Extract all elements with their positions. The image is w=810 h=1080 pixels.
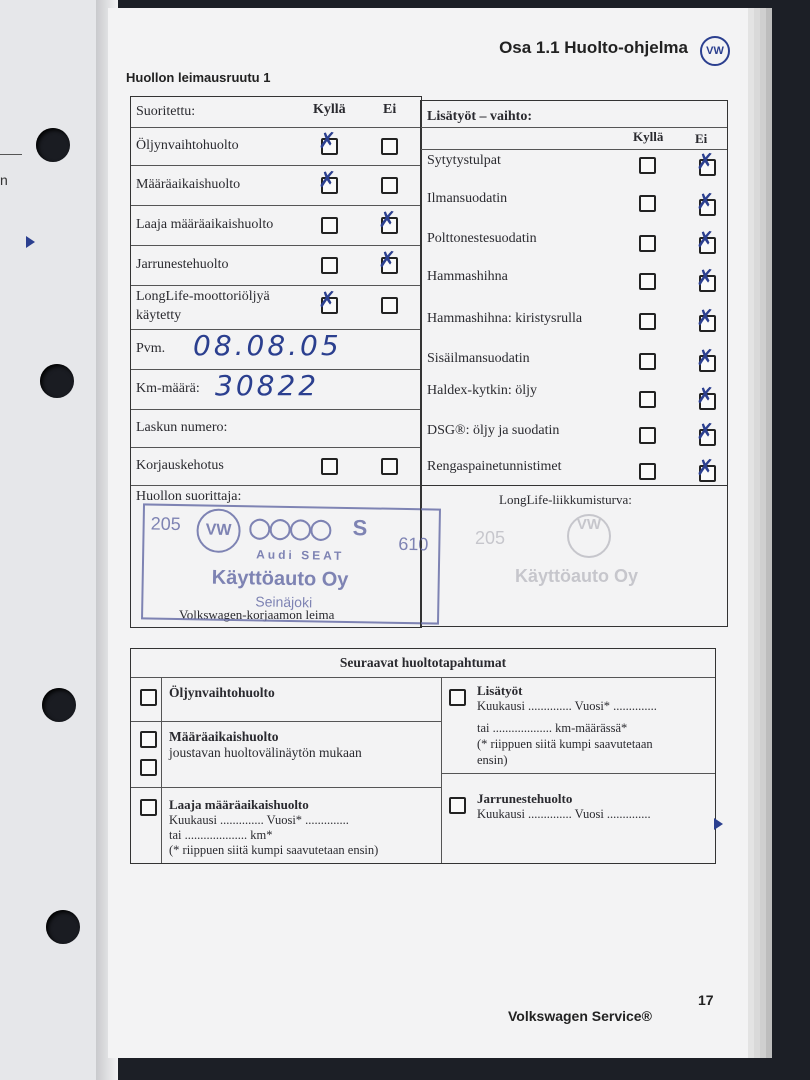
additional-header-label: Lisätyöt – vaihto: xyxy=(427,109,532,124)
row-longlife-oil xyxy=(131,285,421,330)
vw-logo-icon: VW xyxy=(700,36,730,66)
mobility-label: LongLife-liikkumisturva: xyxy=(499,492,632,507)
checkbox-no-checked[interactable] xyxy=(696,150,716,176)
next-extra-line2: tai ................... km-määrässä* xyxy=(477,721,628,735)
performer-label: Huollon suorittaja: xyxy=(136,489,242,504)
next-extra-title: Lisätyöt xyxy=(477,683,523,698)
col-no-label: Ei xyxy=(695,131,708,146)
checkbox-yes[interactable] xyxy=(639,463,656,480)
handwritten-check-mark: ✗ xyxy=(378,208,397,233)
next-page-arrow-icon[interactable] xyxy=(714,818,723,830)
checkbox-no-checked[interactable] xyxy=(696,228,716,254)
checkbox-next-oil[interactable] xyxy=(140,689,157,706)
binder-hole xyxy=(36,128,70,162)
next-extra-line1: Kuukausi .............. Vuosi* .............. xyxy=(477,699,657,713)
checkbox-yes[interactable] xyxy=(639,273,656,290)
stamp-brands: Audi SEAT xyxy=(256,547,345,563)
faded-stamp-company: Käyttöauto Oy xyxy=(515,566,639,586)
checkbox-no-checked[interactable] xyxy=(378,208,398,234)
row-mileage xyxy=(131,369,421,410)
row-label-line2: käytetty xyxy=(136,308,182,323)
checkbox-next-extensive[interactable] xyxy=(140,799,157,816)
checkbox-no[interactable] xyxy=(381,138,398,155)
additional-row-label: DSG®: öljy ja suodatin xyxy=(427,423,560,438)
next-oil-label: Öljynvaihtohuolto xyxy=(169,685,275,700)
completed-header-row xyxy=(131,97,421,128)
checkbox-no-checked[interactable] xyxy=(696,190,716,216)
checkbox-yes[interactable] xyxy=(321,217,338,234)
checkbox-no[interactable] xyxy=(381,458,398,475)
col-yes-label: Kyllä xyxy=(313,102,346,117)
binder-hole xyxy=(46,910,80,944)
next-extra-note2: ensin) xyxy=(477,753,508,767)
handwritten-check-mark: ✗ xyxy=(696,266,715,291)
row-repair-request xyxy=(131,447,421,486)
checkbox-yes[interactable] xyxy=(321,257,338,274)
checkbox-next-periodic-1[interactable] xyxy=(140,731,157,748)
additional-row-label: Hammashihna: kiristysrulla xyxy=(427,311,583,326)
handwritten-check-mark: ✗ xyxy=(696,346,715,371)
handwritten-check-mark: ✗ xyxy=(696,420,715,445)
next-periodic-desc: joustavan huoltovälinäytön mukaan xyxy=(169,745,362,760)
next-extra-note1: (* riippuen siitä kumpi saavutetaan xyxy=(477,737,653,751)
row-brake-fluid xyxy=(131,245,421,286)
service-page xyxy=(108,8,748,1058)
next-extensive-line2: tai .................... km* xyxy=(169,828,273,842)
next-extensive-line1: Kuukausi .............. Vuosi* .............. xyxy=(169,813,349,827)
checkbox-yes-checked[interactable] xyxy=(318,288,338,314)
checkbox-yes[interactable] xyxy=(639,235,656,252)
stamp-code-left: 205 xyxy=(150,513,181,535)
checkbox-no-checked[interactable] xyxy=(378,248,398,274)
row-oil-change xyxy=(131,127,421,166)
checkbox-no-checked[interactable] xyxy=(696,420,716,446)
row-extensive-service xyxy=(131,205,421,246)
next-extensive-note: (* riippuen siitä kumpi saavutetaan ensin) xyxy=(169,843,379,857)
invoice-label: Laskun numero: xyxy=(136,420,228,435)
checkbox-yes-checked[interactable] xyxy=(318,129,338,155)
page-number: 17 xyxy=(698,992,714,1008)
next-services-title: Seuraavat huoltotapahtumat xyxy=(131,649,715,678)
mileage-value[interactable]: 30822 xyxy=(215,369,320,402)
next-extensive-title: Laaja määräaikaishuolto xyxy=(169,797,309,812)
left-page-rule xyxy=(0,154,22,155)
handwritten-check-mark: ✗ xyxy=(378,248,397,273)
checkbox-no-checked[interactable] xyxy=(696,266,716,292)
date-value[interactable]: 08.08.05 xyxy=(193,329,342,362)
col-no-label: Ei xyxy=(383,102,397,117)
checkbox-yes[interactable] xyxy=(639,391,656,408)
mobility-box xyxy=(420,484,728,627)
stamp-caption: Volkswagen-korjaamon leima xyxy=(179,607,335,622)
row-periodic-service xyxy=(131,165,421,206)
seat-logo-icon: S xyxy=(352,515,368,541)
dealer-stamp xyxy=(141,503,441,624)
checkbox-no-checked[interactable] xyxy=(696,456,716,482)
left-page-arrow-icon xyxy=(26,236,35,248)
checkbox-yes[interactable] xyxy=(639,157,656,174)
row-label: Määräaikaishuolto xyxy=(136,177,241,192)
completed-header-label: Suoritettu: xyxy=(136,104,196,119)
vw-stamp-logo-icon: VW xyxy=(196,508,241,553)
stamp-city: Seinäjoki xyxy=(255,593,313,611)
next-brake-title: Jarrunestehuolto xyxy=(477,791,573,806)
footer-brand: Volkswagen Service® xyxy=(508,1008,652,1024)
checkbox-yes[interactable] xyxy=(639,313,656,330)
checkbox-no[interactable] xyxy=(381,297,398,314)
next-periodic-title: Määräaikaishuolto xyxy=(169,729,279,744)
row-label: Laaja määräaikaishuolto xyxy=(136,217,274,232)
stamp-company: Käyttöauto Oy xyxy=(211,566,349,592)
checkbox-no-checked[interactable] xyxy=(696,346,716,372)
handwritten-check-mark: ✗ xyxy=(318,129,337,154)
handwritten-check-mark: ✗ xyxy=(696,190,715,215)
additional-row-label: Haldex-kytkin: öljy xyxy=(427,383,538,398)
handwritten-check-mark: ✗ xyxy=(696,306,715,331)
checkbox-yes[interactable] xyxy=(639,353,656,370)
checkbox-yes-checked[interactable] xyxy=(318,168,338,194)
checkbox-no-checked[interactable] xyxy=(696,306,716,332)
stamp-code-right: 610 xyxy=(398,533,429,555)
repair-label: Korjauskehotus xyxy=(136,458,224,473)
left-page-fragment: n xyxy=(0,172,8,188)
checkbox-no[interactable] xyxy=(381,177,398,194)
additional-row-label: Polttonestesuodatin xyxy=(427,231,537,246)
checkbox-no-checked[interactable] xyxy=(696,384,716,410)
handwritten-check-mark: ✗ xyxy=(696,384,715,409)
mileage-label: Km-määrä: xyxy=(136,381,200,396)
handwritten-check-mark: ✗ xyxy=(696,150,715,175)
row-label: LongLife-moottoriöljyä xyxy=(136,289,270,304)
additional-row-label: Hammashihna xyxy=(427,269,508,284)
audi-rings-icon: ◯◯◯◯ xyxy=(248,517,331,541)
handwritten-check-mark: ✗ xyxy=(696,228,715,253)
checkbox-yes[interactable] xyxy=(639,195,656,212)
col-yes-label: Kyllä xyxy=(633,129,664,144)
row-label: Öljynvaihtohuolto xyxy=(136,138,239,153)
checkbox-next-extra[interactable] xyxy=(449,689,466,706)
faded-stamp-imprint xyxy=(475,514,705,602)
row-label: Jarrunestehuolto xyxy=(136,257,229,272)
stamp-box-title: Huollon leimausruutu 1 xyxy=(126,70,271,85)
row-date xyxy=(131,329,421,370)
binder-hole xyxy=(40,364,74,398)
next-brake-line: Kuukausi .............. Vuosi .............. xyxy=(477,807,651,821)
additional-row-label: Ilmansuodatin xyxy=(427,191,508,206)
checkbox-yes[interactable] xyxy=(639,427,656,444)
next-services-table xyxy=(130,648,716,864)
checkbox-yes[interactable] xyxy=(321,458,338,475)
handwritten-check-mark: ✗ xyxy=(318,288,337,313)
date-label: Pvm. xyxy=(136,341,166,356)
row-invoice-number xyxy=(131,409,421,448)
faded-stamp-code: 205 xyxy=(475,528,506,548)
checkbox-next-periodic-2[interactable] xyxy=(140,759,157,776)
handwritten-check-mark: ✗ xyxy=(696,456,715,481)
additional-row-label: Sisäilmansuodatin xyxy=(427,351,530,366)
page-header-title: Osa 1.1 Huolto-ohjelma xyxy=(499,38,688,57)
additional-work-table xyxy=(420,100,728,486)
additional-row-label: Sytytystulpat xyxy=(427,153,501,168)
additional-row-label: Rengaspainetunnistimet xyxy=(427,459,562,474)
checkbox-next-brake[interactable] xyxy=(449,797,466,814)
handwritten-check-mark: ✗ xyxy=(318,168,337,193)
binder-hole xyxy=(42,688,76,722)
faded-vw-logo-icon: VW xyxy=(567,514,611,558)
